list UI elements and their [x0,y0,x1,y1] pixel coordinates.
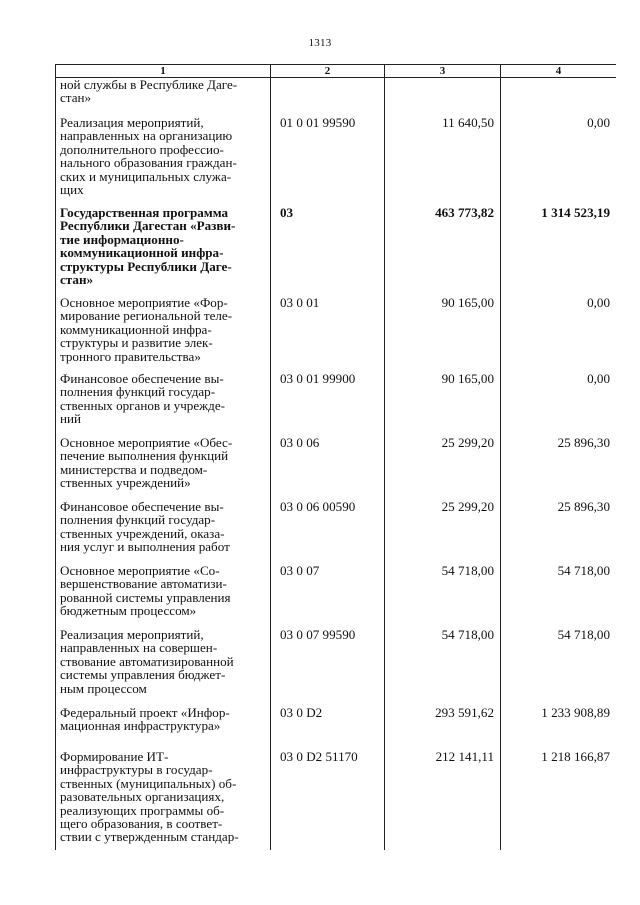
row-value-3: 90 165,00 [441,295,494,310]
row-value-4-cell [501,116,617,206]
row-value-4: 0,00 [587,115,610,130]
row-name: Государственная программа Республики Дагестан «Разви- тие информационно- коммуникационной инфра- структуры Республики Даге- стан» [60,205,236,288]
row-value-4-cell [501,500,617,564]
row-value-4: 1 314 523,19 [541,205,610,220]
row-value-4: 0,00 [587,295,610,310]
row-value-3: 25 299,20 [441,435,494,450]
row-code-cell [271,500,385,564]
row-code: 03 0 D2 [280,705,323,720]
row-value-3: 463 773,82 [435,205,494,220]
row-name: Основное мероприятие «Фор- мирование региональной теле- коммуникационной инфра- структуры и развитие элек- тронного правительства» [60,295,233,364]
row-code-cell [271,116,385,206]
table-row [56,500,617,564]
row-name: Федеральный проект «Инфор- мационная инфраструктура» [60,705,230,734]
row-name: Реализация мероприятий, направленных на организацию дополнительного профессио- нального образования граждан- ских и муниципальных служа- щих [60,115,237,198]
row-code: 03 [280,205,294,220]
row-value-4: 1 218 166,87 [541,749,610,764]
row-value-4: 25 896,30 [557,499,610,514]
row-value-4: 1 233 908,89 [541,705,610,720]
row-value-4: 54 718,00 [557,563,610,578]
row-code-cell [271,706,385,750]
row-value-3-cell [385,372,501,436]
row-value-3-cell [385,206,501,296]
row-value-3: 25 299,20 [441,499,494,514]
table-row [56,706,617,750]
row-name-cell [56,750,271,850]
row-value-3: 90 165,00 [441,371,494,386]
row-name: ной службы в Республике Даге- стан» [60,77,238,106]
row-name: Финансовое обеспечение вы- полнения функций государ- ственных учреждений, оказа- ния услуг и выполнения работ [60,499,230,555]
column-header-2: 2 [271,65,385,78]
table-row [56,372,617,436]
row-value-4-cell [501,750,617,850]
table-row [56,296,617,372]
row-value-3: 11 640,50 [442,115,494,130]
row-name: Финансовое обеспечение вы- полнения функций государ- ственных органов и учрежде- ний [60,371,226,427]
table-row [56,628,617,706]
table-row [56,116,617,206]
row-value-3: 54 718,00 [441,627,494,642]
row-code-cell [271,628,385,706]
row-name-cell [56,500,271,564]
row-code: 03 0 06 00590 [280,499,356,514]
row-code: 03 0 07 [280,563,320,578]
row-code: 03 0 07 99590 [280,627,356,642]
row-value-4: 25 896,30 [557,435,610,450]
row-code-cell [271,564,385,628]
row-code-cell [271,436,385,500]
row-value-4-cell [501,628,617,706]
row-name-cell [56,706,271,750]
row-name-cell [56,78,271,117]
row-code: 03 0 06 [280,435,320,450]
row-name: Основное мероприятие «Обес- печение выполнения функций министерства и подведом- ственных учреждений» [60,435,233,491]
row-code-cell [271,372,385,436]
row-value-4-cell [501,372,617,436]
row-value-3-cell [385,436,501,500]
table-row [56,436,617,500]
column-header-3: 3 [385,65,501,78]
row-code-cell [271,296,385,372]
budget-table [55,64,616,850]
row-name-cell [56,436,271,500]
row-value-3-cell [385,564,501,628]
table-row [56,564,617,628]
row-value-3-cell [385,500,501,564]
row-name: Основное мероприятие «Со- вершенствование автоматизи- рованной системы управления бюджетным процессом» [60,563,231,619]
row-value-3: 212 141,11 [435,749,494,764]
table-row [56,750,617,850]
row-name-cell [56,628,271,706]
row-code: 03 0 01 99900 [280,371,356,386]
row-value-3-cell [385,750,501,850]
row-name-cell [56,116,271,206]
row-value-4-cell [501,564,617,628]
row-value-3: 54 718,00 [441,563,494,578]
row-value-3: 293 591,62 [435,705,494,720]
table-body [56,78,617,851]
row-value-4-cell [501,436,617,500]
row-code-cell [271,78,385,117]
row-value-4: 0,00 [587,371,610,386]
row-value-3-cell [385,116,501,206]
row-name-cell [56,564,271,628]
row-name: Реализация мероприятий, направленных на совершен- ствование автоматизированной системы управления бюджет- ным процессом [60,627,234,696]
column-header-1: 1 [56,65,271,78]
row-code: 03 0 01 [280,295,320,310]
table-row [56,78,617,117]
row-value-4-cell [501,706,617,750]
page-number: 1313 [308,37,332,49]
column-header-4: 4 [501,65,617,78]
row-code-cell [271,206,385,296]
row-code-cell [271,750,385,850]
row-value-4-cell [501,206,617,296]
row-value-4-cell [501,78,617,117]
row-code: 01 0 01 99590 [280,115,356,130]
budget-table-container [55,64,616,854]
row-code: 03 0 D2 51170 [280,749,358,764]
row-name-cell [56,296,271,372]
row-value-3-cell [385,78,501,117]
row-value-4: 54 718,00 [557,627,610,642]
row-value-3-cell [385,628,501,706]
row-name-cell [56,372,271,436]
table-row-program [56,206,617,296]
row-value-3-cell [385,706,501,750]
row-name-cell [56,206,271,296]
row-value-4-cell [501,296,617,372]
row-name: Формирование ИТ- инфраструктуры в государ- ственных (муниципальных) об- разовательных организациях, реализующих программы об- щего образования, в соответ- ствии с утвержденным стандар- [60,749,239,845]
row-value-3-cell [385,296,501,372]
table-header-row [56,65,617,78]
